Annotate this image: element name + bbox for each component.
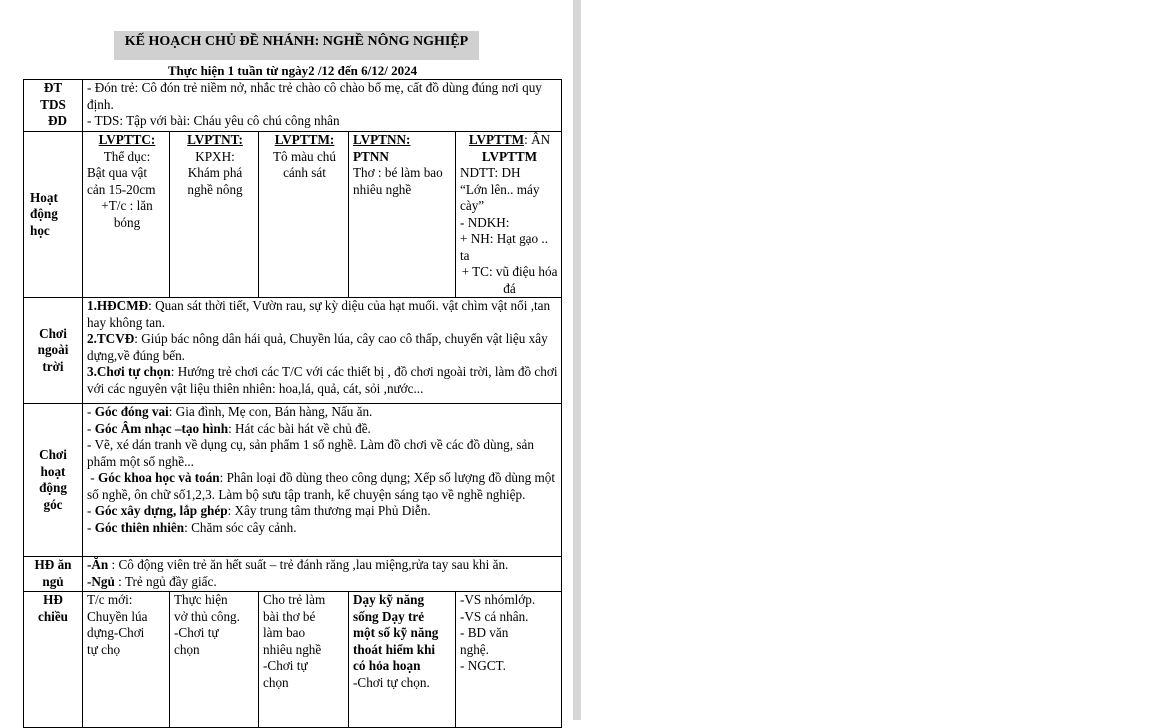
row-content-dt: - Đón trẻ: Cô đón trẻ niềm nở, nhắc trẻ chào cô chào bố mẹ, cất đồ dùng đúng nơi quy định. - TDS: Tập với bài: Cháu yêu cô chú công nhân (83, 80, 562, 132)
row-content-an-ngu: -Ăn : Cô động viên trẻ ăn hết suất – trẻ đánh răng ,lau miệng,rửa tay sau khi ăn. -Ngủ : Trẻ ngủ đầy giấc. (83, 557, 562, 592)
hoc-col-lvpttc: LVPTTC: Thể dục: Bật qua vật cản 15-20cm +T/c : lăn bóng (83, 132, 170, 298)
document-title: KẾ HOẠCH CHỦ ĐỀ NHÁNH: NGHỀ NÔNG NGHIỆP (114, 31, 479, 60)
document-subtitle: Thực hiện 1 tuần từ ngày2 /12 đến 6/12/ 2024 (167, 63, 418, 78)
row-label-dt: ĐT TDS ĐD (24, 80, 83, 132)
hoc-col-lvptnn: LVPTNN: PTNN Thơ : bé làm bao nhiêu nghề (349, 132, 456, 298)
hoc-col-lvptnt: LVPTNT: KPXH: Khám phá nghề nông (170, 132, 259, 298)
row-choi-goc (24, 404, 562, 557)
row-hoat-dong-hoc (24, 132, 562, 298)
hoc-col-lvpttm: LVPTTM: Tô màu chú cánh sát (259, 132, 349, 298)
page-gutter (573, 0, 581, 720)
row-don-tre (24, 80, 562, 132)
row-content-choi-goc: - Góc đóng vai: Gia đình, Mẹ con, Bán hàng, Nấu ăn. - Góc Âm nhạc –tạo hình: Hát các bài hát về chủ đề. - Vẽ, xé dán tranh về dụng cụ, sản phẩm 1 số nghề. Làm đồ chơi về các đồ dùng, sản phẩm một số nghề... - Góc khoa học và toán: Phân loại đồ dùng theo công dụng; Xếp số lượng đồ dùng một số nghề, ôn chữ số1,2,3. Làm bộ sưu tập tranh, kể chuyện sáng tạo về nghề nghiệp. - Góc xây dựng, lắp ghép: Xây trung tâm thương mại Phủ Diễn. - Góc thiên nhiên: Chăm sóc cây cảnh. (83, 404, 562, 557)
row-hoat-dong-chieu (24, 592, 562, 728)
hoc-col-lvpttm-an: LVPTTM: ÂN LVPTTM NDTT: DH “Lớn lên.. máy cày” - NDKH: + NH: Hạt gạo .. ta + TC: vũ điệu hóa đá (456, 132, 562, 298)
row-an-ngu (24, 557, 562, 592)
row-label-choi-goc: Chơi hoạt động góc (24, 404, 83, 557)
row-label-hd-chieu: HĐ chiều (24, 592, 83, 728)
chieu-col-1: T/c mới: Chuyền lúa dựng-Chơi tự chọ (83, 592, 170, 728)
chieu-col-5: -VS nhómlớp. -VS cá nhân. - BD văn nghệ. - NGCT. (456, 592, 562, 728)
plan-table (23, 79, 562, 728)
row-label-choi-ngoai-troi: Chơi ngoài trời (24, 298, 83, 404)
row-label-an-ngu: HĐ ăn ngủ (24, 557, 83, 592)
chieu-col-3: Cho trẻ làm bài thơ bé làm bao nhiêu nghề -Chơi tự chọn (259, 592, 349, 728)
document-page (0, 0, 573, 720)
chieu-col-4: Dạy kỹ năng sống Dạy trẻ một số kỹ năng thoát hiểm khi có hỏa hoạn -Chơi tự chọn. (349, 592, 456, 728)
chieu-col-2: Thực hiện vở thủ công. -Chơi tự chọn (170, 592, 259, 728)
row-choi-ngoai-troi (24, 298, 562, 404)
row-content-choi-ngoai-troi: 1.HĐCMĐ: Quan sát thời tiết, Vườn rau, sự kỳ diệu của hạt muối. vật chìm vật nổi ,tan hay không tan. 2.TCVĐ: Giúp bác nông dân hái quả, Chuyền lúa, cây cao cô thấp, chuyển vật liệu xây dựng,về đúng bến. 3.Chơi tự chọn: Hướng trẻ chơi các T/C với các thiết bị , đồ chơi ngoài trời, làm đồ chơi với các nguyên vật liệu thiên nhiên: hoa,lá, quả, cát, sỏi ,nước... (83, 298, 562, 404)
row-label-hoat-dong-hoc: Hoạt động học (24, 132, 83, 298)
